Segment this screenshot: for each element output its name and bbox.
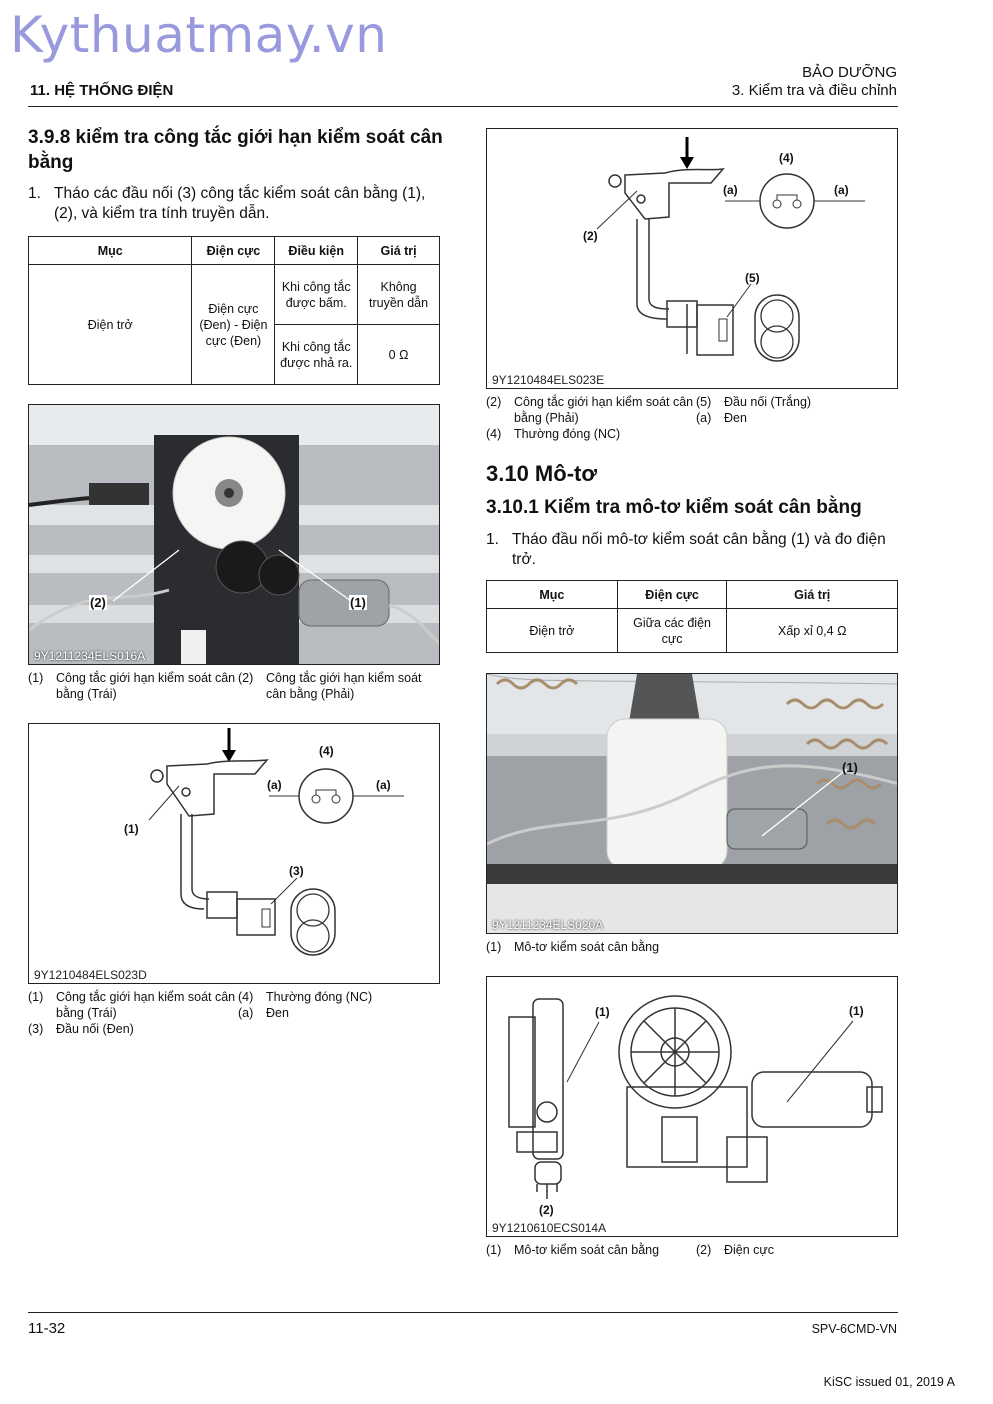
callout-2: (2) <box>583 229 598 243</box>
caption-num: (4) <box>486 427 502 441</box>
resistance-table <box>486 580 898 653</box>
switch-diagram <box>487 129 898 389</box>
table-cell-item: Điện trở <box>29 265 192 385</box>
figure-code: 9Y1210484ELS023E <box>492 373 605 387</box>
step-number: 1. <box>28 185 41 202</box>
table-cell-terminal: Giữa các điện cực <box>617 609 727 653</box>
caption-text: Đầu nối (Trắng) <box>724 395 812 409</box>
callout-1-front: (1) <box>849 1004 864 1018</box>
callout-2: (2) <box>539 1203 554 1217</box>
issue-note: KiSC issued 01, 2019 A <box>823 1375 955 1389</box>
callout-a-left: (a) <box>267 778 282 792</box>
caption-num: (5) <box>696 395 712 409</box>
document-code: SPV-6CMD-VN <box>811 1322 897 1336</box>
step-text: Tháo các đầu nối (3) công tắc kiểm soát cân bằng (1), (2), và kiểm tra tính truyền dẫn. <box>54 185 426 222</box>
callout-a-left: (a) <box>723 183 738 197</box>
caption-num: (2) <box>486 395 502 409</box>
caption-text: Công tắc giới hạn kiểm soát cân bằng (Trái) <box>56 671 236 701</box>
callout-1: (1) <box>124 822 139 836</box>
caption-text: Đầu nối (Đen) <box>56 1022 134 1036</box>
callout-a-right: (a) <box>834 183 849 197</box>
caption-num: (a) <box>238 1006 254 1020</box>
table-header: Điện cực <box>192 237 275 265</box>
section-3-10-1-title: 3.10.1 Kiểm tra mô-tơ kiểm soát cân bằng <box>486 497 862 518</box>
caption-num: (1) <box>486 940 502 954</box>
page-number: 11-32 <box>28 1320 66 1337</box>
caption-text: Mô-tơ kiểm soát cân bằng <box>514 1243 660 1257</box>
subsection-title: 3. Kiểm tra và điều chỉnh <box>731 82 897 99</box>
caption-text: Đen <box>724 411 747 425</box>
table-header: Mục <box>29 237 192 265</box>
figure-code: 9Y1211234ELS020A <box>492 918 604 932</box>
table-cell-condition: Khi công tắc được nhả ra. <box>275 325 358 385</box>
table-header: Điều kiện <box>275 237 358 265</box>
callout-a-right: (a) <box>376 778 391 792</box>
table-cell-value: Xấp xỉ 0,4 Ω <box>727 609 898 653</box>
caption-num: (1) <box>28 990 44 1004</box>
photo-illustration <box>487 674 898 934</box>
figure-switch-diagram-left <box>28 723 440 984</box>
step-text: Tháo đầu nối mô-tơ kiểm soát cân bằng (1) và đo điện trở. <box>512 531 886 568</box>
switch-diagram <box>29 724 440 984</box>
step-1-right <box>486 530 898 570</box>
figure-2-captions <box>28 989 440 1037</box>
figure-5-captions <box>486 1242 898 1258</box>
caption-text: Điện cực <box>724 1243 775 1257</box>
caption-text: Mô-tơ kiểm soát cân bằng <box>514 940 660 954</box>
callout-1: (1) <box>842 760 858 775</box>
callout-2: (2) <box>90 595 106 610</box>
section-header <box>732 64 897 100</box>
figure-motor-diagram <box>486 976 898 1237</box>
photo-illustration <box>29 405 440 665</box>
figure-1-captions <box>28 670 440 702</box>
section-3-10-title: 3.10 Mô-tơ <box>486 461 597 486</box>
table-header: Điện cực <box>617 581 727 609</box>
table-cell-value: 0 Ω <box>358 325 440 385</box>
caption-num: (2) <box>238 671 254 685</box>
figure-3-captions <box>486 394 898 442</box>
table-header: Giá trị <box>358 237 440 265</box>
table-header: Giá trị <box>727 581 898 609</box>
header-rule <box>28 106 898 107</box>
caption-text: Công tắc giới hạn kiểm soát cân bằng (Phải) <box>266 671 422 701</box>
figure-limit-switch-photo <box>28 404 440 665</box>
figure-4-captions <box>486 939 898 955</box>
table-cell-terminal: Điện cực (Đen) - Điện cực (Đen) <box>192 265 275 385</box>
caption-text: Công tắc giới hạn kiểm soát cân bằng (Phải) <box>514 395 694 425</box>
step-1-left <box>28 184 440 224</box>
continuity-table <box>28 236 440 385</box>
figure-switch-diagram-right <box>486 128 898 389</box>
figure-motor-photo <box>486 673 898 934</box>
caption-text: Thường đóng (NC) <box>266 990 373 1004</box>
callout-4: (4) <box>319 744 334 758</box>
watermark: Kythuatmay.vn <box>10 6 388 64</box>
callout-1-side: (1) <box>595 1005 610 1019</box>
caption-num: (1) <box>486 1243 502 1257</box>
figure-code: 9Y1210610ECS014A <box>492 1221 607 1235</box>
caption-num: (4) <box>238 990 254 1004</box>
table-header: Mục <box>487 581 618 609</box>
caption-num: (2) <box>696 1243 712 1257</box>
caption-num: (a) <box>696 411 712 425</box>
figure-code: 9Y1210484ELS023D <box>34 968 147 982</box>
callout-4: (4) <box>779 151 794 165</box>
caption-text: Đen <box>266 1006 289 1020</box>
motor-diagram <box>487 977 898 1237</box>
section-title: BẢO DƯỠNG <box>802 64 897 81</box>
table-cell-condition: Khi công tắc được bấm. <box>275 265 358 325</box>
chapter-title: 11. HỆ THỐNG ĐIỆN <box>30 82 174 99</box>
caption-text: Thường đóng (NC) <box>514 427 621 441</box>
callout-5: (5) <box>745 271 760 285</box>
table-cell-item: Điện trở <box>487 609 618 653</box>
footer-rule <box>28 1312 898 1313</box>
caption-num: (1) <box>28 671 44 685</box>
table-cell-value: Không truyền dẫn <box>358 265 440 325</box>
callout-3: (3) <box>289 864 304 878</box>
section-3-9-8-title: 3.9.8 kiểm tra công tắc giới hạn kiểm soát cân bằng <box>28 127 443 173</box>
step-number: 1. <box>486 531 499 548</box>
caption-num: (3) <box>28 1022 44 1036</box>
callout-1: (1) <box>350 595 366 610</box>
figure-code: 9Y1211234ELS016A <box>34 649 146 663</box>
caption-text: Công tắc giới hạn kiểm soát cân bằng (Trái) <box>56 990 236 1020</box>
